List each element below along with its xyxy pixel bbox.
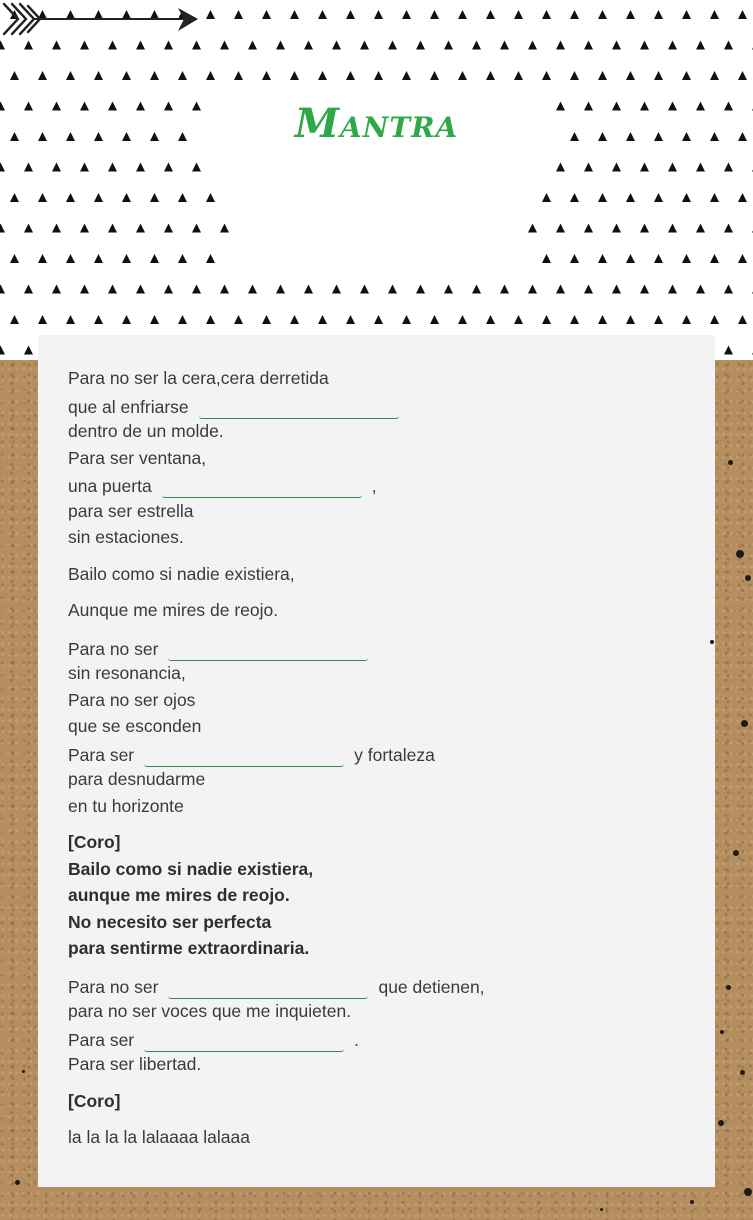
triangle-decoration [346,71,355,80]
lyrics-line [68,445,688,472]
triangle-decoration [94,71,103,80]
triangle-decoration [542,193,551,202]
triangle-decoration [206,71,215,80]
lyrics-line [68,766,688,793]
triangle-decoration [150,71,159,80]
triangle-decoration [374,10,383,19]
triangle-decoration [290,10,299,19]
lyrics-line [68,471,688,498]
lyrics-line [68,1051,688,1078]
triangle-decoration [598,10,607,19]
triangle-decoration [626,71,635,80]
header-banner [0,0,753,360]
triangle-decoration [66,71,75,80]
triangle-decoration [374,315,383,324]
lyrics-text: [Coro] [68,832,121,852]
lyrics-stanza [68,597,688,624]
fill-in-blank-input[interactable] [168,640,368,661]
triangle-decoration [192,224,201,233]
triangle-decoration [654,315,663,324]
paper-speck [710,640,714,644]
triangle-decoration [682,193,691,202]
lyrics-card [38,335,715,1187]
lyrics-line [68,713,688,740]
triangle-decoration [164,285,173,294]
fill-in-blank-input[interactable] [168,978,368,999]
triangle-decoration [122,193,131,202]
fill-in-blank-input[interactable] [199,398,399,419]
triangle-decoration [696,41,705,50]
triangle-decoration [38,254,47,263]
lyrics-line [68,561,688,588]
triangle-decoration [640,285,649,294]
lyrics-text: Para ser libertad. [68,1054,202,1074]
triangle-decoration [52,224,61,233]
lyrics-line [68,1124,688,1151]
triangle-decoration [738,193,747,202]
triangle-decoration [234,315,243,324]
triangle-decoration [24,41,33,50]
lyrics-text: Para no ser ojos [68,689,196,710]
triangle-decoration [24,163,33,172]
triangle-decoration [724,346,733,355]
lyrics-text: para no ser voces que me inquieten. [68,1001,352,1021]
triangle-decoration [150,193,159,202]
lyrics-stanza [68,829,688,962]
triangle-decoration [458,10,467,19]
triangle-decoration [66,315,75,324]
paper-speck [690,1200,694,1204]
paper-speck [720,1030,724,1034]
triangle-decoration [360,285,369,294]
paper-speck [600,1208,603,1211]
triangle-decoration [332,285,341,294]
triangle-decoration [738,10,747,19]
triangle-decoration [402,315,411,324]
triangle-decoration [542,71,551,80]
triangle-decoration [234,10,243,19]
triangle-decoration [612,285,621,294]
triangle-decoration [290,71,299,80]
triangle-decoration [38,315,47,324]
lyrics-text: Aunque me mires de reojo. [68,600,279,620]
triangle-decoration [486,315,495,324]
triangle-decoration [682,10,691,19]
lyrics-text: [Coro] [68,1090,121,1111]
triangle-decoration [598,254,607,263]
triangle-decoration [0,224,5,233]
triangle-decoration [612,163,621,172]
triangle-decoration [416,285,425,294]
triangle-decoration [206,10,215,19]
triangle-decoration [206,254,215,263]
triangle-decoration [472,41,481,50]
triangle-decoration [108,163,117,172]
lyrics-text: y fortaleza [354,744,435,765]
lyrics-text: , [371,476,377,496]
paper-speck [744,1188,752,1196]
triangle-decoration [304,285,313,294]
triangle-decoration [80,285,89,294]
lyrics-text: para ser estrella [68,500,194,521]
lyrics-line [68,365,688,392]
lyrics-line [68,740,688,767]
fill-in-blank-input[interactable] [162,477,362,498]
triangle-decoration [360,41,369,50]
triangle-decoration [514,71,523,80]
triangle-decoration [192,163,201,172]
triangle-decoration [178,254,187,263]
triangle-decoration [94,193,103,202]
lyrics-line [68,1088,688,1115]
triangle-decoration [654,10,663,19]
triangle-decoration [542,10,551,19]
triangle-decoration [668,163,677,172]
lyrics-line [68,998,688,1025]
triangle-decoration [318,10,327,19]
paper-speck [733,850,739,856]
triangle-decoration [108,285,117,294]
lyrics-line [68,660,688,687]
triangle-decoration [724,224,733,233]
triangle-decoration [626,193,635,202]
triangle-decoration [640,41,649,50]
triangle-pattern [0,0,753,360]
lyrics-text: sin estaciones. [68,527,184,547]
triangle-decoration [668,41,677,50]
triangle-decoration [94,254,103,263]
lyrics-stanza [68,1088,688,1115]
triangle-decoration [640,224,649,233]
triangle-decoration [150,315,159,324]
triangle-decoration [220,224,229,233]
triangle-decoration [388,41,397,50]
triangle-decoration [486,10,495,19]
lyrics [68,365,688,1161]
arrow-icon [0,0,200,40]
triangle-decoration [220,41,229,50]
lyrics-line [68,597,688,624]
paper-speck [736,550,744,558]
triangle-decoration [570,193,579,202]
lyrics-text: que se esconden [68,716,202,736]
triangle-decoration [80,41,89,50]
lyrics-text: Para no ser [68,976,159,997]
paper-speck [726,985,731,990]
page-title: Mantra [294,100,459,147]
triangle-decoration [248,41,257,50]
triangle-decoration [444,41,453,50]
lyrics-line [68,909,688,936]
triangle-decoration [724,163,733,172]
lyrics-line [68,498,688,525]
triangle-decoration [192,41,201,50]
triangle-decoration [710,254,719,263]
triangle-decoration [0,285,5,294]
triangle-decoration [192,285,201,294]
triangle-decoration [318,315,327,324]
triangle-decoration [584,163,593,172]
lyrics-line [68,687,688,714]
lyrics-line [68,524,688,551]
triangle-decoration [584,41,593,50]
triangle-decoration [24,224,33,233]
triangle-decoration [556,41,565,50]
triangle-decoration [164,224,173,233]
triangle-decoration [710,71,719,80]
triangle-decoration [94,315,103,324]
triangle-decoration [710,10,719,19]
triangle-decoration [178,71,187,80]
paper-speck [745,575,751,581]
triangle-decoration [556,224,565,233]
triangle-decoration [500,285,509,294]
triangle-decoration [528,41,537,50]
triangle-decoration [430,10,439,19]
lyrics-line [68,634,688,661]
triangle-decoration [738,315,747,324]
lyrics-text: Para ser ventana, [68,447,207,468]
lyrics-line [68,882,688,909]
triangle-decoration [640,163,649,172]
triangle-decoration [346,10,355,19]
lyrics-text: la la la la lalaaaa lalaaa [68,1127,250,1147]
triangle-decoration [682,315,691,324]
triangle-decoration [612,41,621,50]
paper-speck [22,1070,25,1073]
paper-speck [718,1120,724,1126]
triangle-decoration [122,71,131,80]
triangle-decoration [108,41,117,50]
triangle-decoration [374,71,383,80]
triangle-decoration [724,285,733,294]
triangle-decoration [542,315,551,324]
triangle-decoration [402,71,411,80]
triangle-decoration [178,315,187,324]
triangle-decoration [682,254,691,263]
lyrics-text: Bailo como si nadie existiera, [68,563,295,584]
triangle-decoration [0,163,5,172]
triangle-decoration [668,285,677,294]
triangle-decoration [598,71,607,80]
triangle-decoration [262,71,271,80]
triangle-decoration [80,163,89,172]
triangle-decoration [430,71,439,80]
paper-speck [15,1180,20,1185]
triangle-decoration [472,285,481,294]
lyrics-stanza [68,561,688,588]
triangle-decoration [0,41,5,50]
triangle-decoration [38,193,47,202]
triangle-decoration [136,285,145,294]
triangle-decoration [290,315,299,324]
triangle-decoration [10,315,19,324]
triangle-decoration [10,71,19,80]
triangle-decoration [136,41,145,50]
lyrics-stanza [68,365,688,551]
triangle-decoration [528,285,537,294]
triangle-decoration [682,71,691,80]
triangle-decoration [654,193,663,202]
triangle-decoration [332,41,341,50]
triangle-decoration [122,315,131,324]
triangle-decoration [528,224,537,233]
lyrics-line [68,856,688,883]
triangle-decoration [178,193,187,202]
triangle-decoration [500,41,509,50]
triangle-decoration [584,285,593,294]
paper-speck [741,720,748,727]
lyrics-line [68,1025,688,1052]
lyrics-stanza [68,1124,688,1151]
triangle-decoration [696,163,705,172]
triangle-decoration [164,163,173,172]
triangle-decoration [654,71,663,80]
triangle-decoration [710,193,719,202]
triangle-decoration [486,71,495,80]
triangle-decoration [696,285,705,294]
lyrics-text: para sentirme extraordinaria. [68,938,310,958]
lyrics-text: dentro de un molde. [68,421,224,441]
lyrics-line [68,418,688,445]
triangle-decoration [696,224,705,233]
triangle-decoration [570,315,579,324]
triangle-decoration [262,315,271,324]
triangle-decoration [402,10,411,19]
triangle-decoration [556,163,565,172]
lyrics-text: Para no ser [68,638,159,659]
triangle-decoration [80,224,89,233]
triangle-decoration [514,10,523,19]
triangle-decoration [304,41,313,50]
fill-in-blank-input[interactable] [144,1031,344,1052]
lyrics-stanza [68,634,688,820]
triangle-decoration [164,41,173,50]
lyrics-text: para desnudarme [68,769,206,789]
triangle-decoration [430,315,439,324]
paper-speck [728,460,733,465]
triangle-decoration [52,41,61,50]
triangle-decoration [0,346,5,355]
triangle-decoration [626,10,635,19]
triangle-decoration [542,254,551,263]
triangle-decoration [710,315,719,324]
triangle-decoration [150,254,159,263]
triangle-decoration [626,254,635,263]
paper-speck [740,1070,745,1075]
triangle-decoration [514,315,523,324]
triangle-decoration [570,71,579,80]
triangle-decoration [206,315,215,324]
triangle-decoration [24,346,33,355]
lyrics-text: Bailo como si nadie existiera, [68,858,314,879]
triangle-decoration [626,315,635,324]
lyrics-line [68,392,688,419]
triangle-decoration [10,254,19,263]
lyrics-text: que detienen, [378,976,485,997]
triangle-decoration [598,193,607,202]
triangle-decoration [416,41,425,50]
triangle-decoration [108,224,117,233]
fill-in-blank-input[interactable] [144,746,344,767]
triangle-decoration [668,224,677,233]
triangle-decoration [388,285,397,294]
triangle-decoration [570,10,579,19]
triangle-decoration [724,41,733,50]
triangle-decoration [458,71,467,80]
lyrics-text: Para ser [68,1029,135,1050]
triangle-decoration [234,71,243,80]
triangle-decoration [318,71,327,80]
triangle-decoration [38,71,47,80]
triangle-decoration [24,285,33,294]
lyrics-text: aunque me mires de reojo. [68,885,290,905]
triangle-decoration [556,285,565,294]
lyrics-text: Para no ser la cera,cera derretida [68,368,329,388]
triangle-decoration [276,41,285,50]
lyrics-text: Para ser [68,744,135,765]
triangle-decoration [206,193,215,202]
lyrics-text: No necesito ser perfecta [68,911,272,932]
triangle-decoration [738,71,747,80]
lyrics-text: en tu horizonte [68,795,184,816]
triangle-decoration [66,193,75,202]
lyrics-text: que al enfriarse [68,396,189,417]
lyrics-text: sin resonancia, [68,663,186,683]
triangle-decoration [598,315,607,324]
triangle-decoration [122,254,131,263]
triangle-decoration [136,224,145,233]
triangle-decoration [262,10,271,19]
lyrics-text: . [354,1029,360,1050]
triangle-decoration [220,285,229,294]
triangle-decoration [52,285,61,294]
triangle-decoration [612,224,621,233]
triangle-decoration [52,163,61,172]
lyrics-line [68,935,688,962]
lyrics-text: una puerta [68,476,152,496]
triangle-decoration [570,254,579,263]
triangle-decoration [66,254,75,263]
triangle-decoration [136,163,145,172]
triangle-decoration [458,315,467,324]
triangle-decoration [10,193,19,202]
lyrics-line [68,793,688,820]
triangle-decoration [444,285,453,294]
triangle-decoration [738,254,747,263]
lyrics-stanza [68,972,688,1078]
triangle-decoration [276,285,285,294]
lyrics-line [68,972,688,999]
triangle-decoration [346,315,355,324]
triangle-decoration [248,285,257,294]
lyrics-line [68,829,688,856]
triangle-decoration [654,254,663,263]
triangle-decoration [584,224,593,233]
